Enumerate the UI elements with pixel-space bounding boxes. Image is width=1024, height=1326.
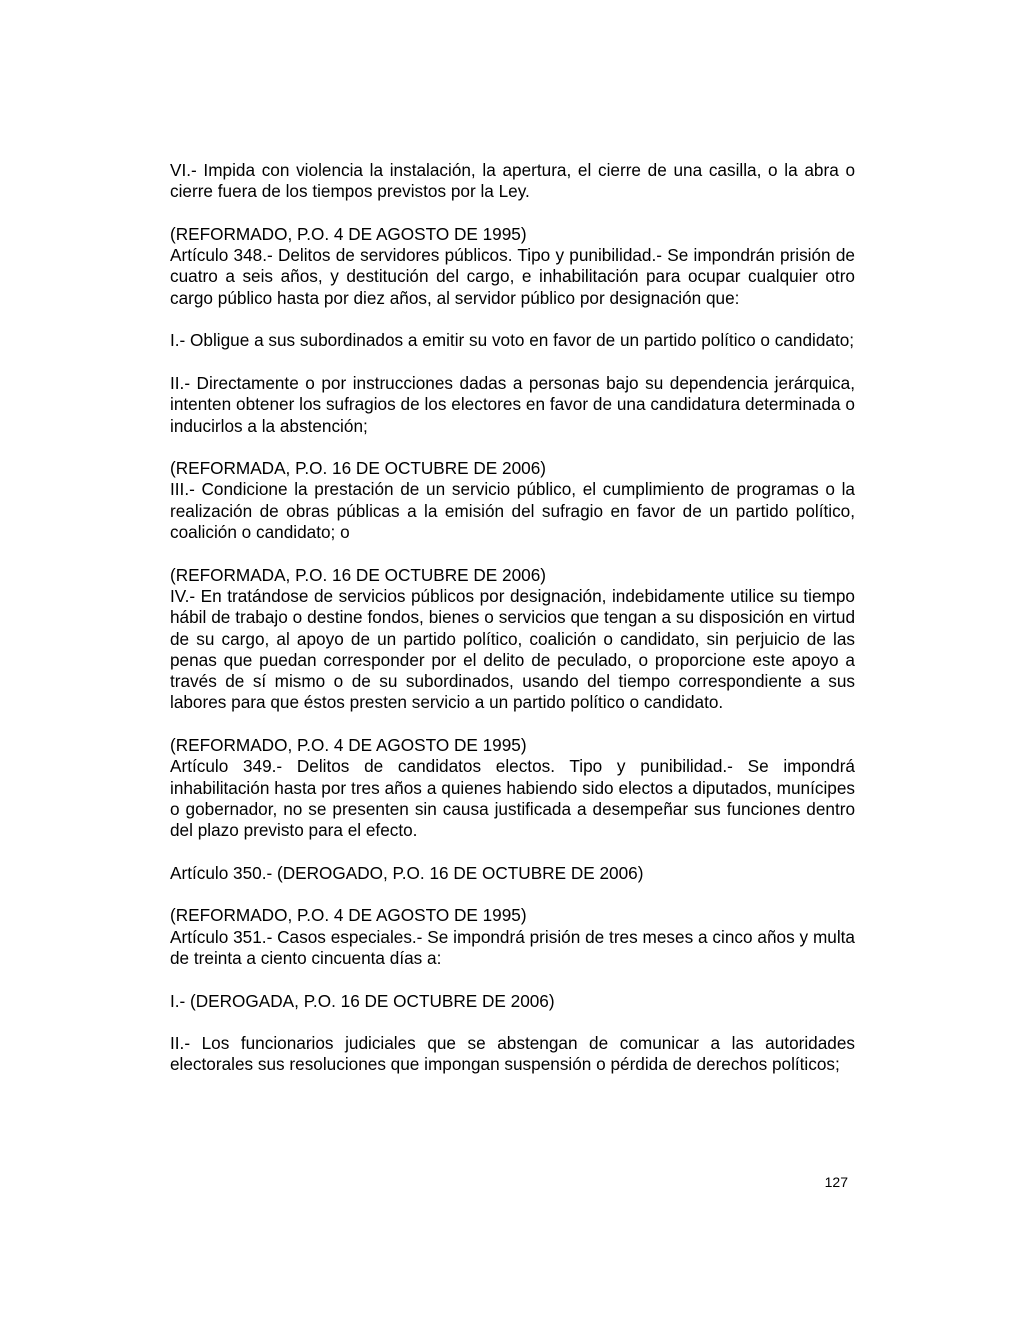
paragraph-articulo-351 xyxy=(170,905,855,969)
paragraph-351-fraccion-i xyxy=(170,991,855,1012)
reform-note: (REFORMADA, P.O. 16 DE OCTUBRE DE 2006) xyxy=(170,564,546,585)
reform-note: (REFORMADO, P.O. 4 DE AGOSTO DE 1995) xyxy=(170,905,527,926)
paragraph-text: Artículo 349.- Delitos de candidatos electos. Tipo y punibilidad.- Se impondrá inhabilitación hasta por tres años a quienes habiendo sido electos a diputados, munícipes o gobernador, no se presenten sin causa justificada a desempeñar sus funciones dentro del plazo previsto para el efecto. xyxy=(170,756,855,841)
reform-note: (REFORMADO, P.O. 4 DE AGOSTO DE 1995) xyxy=(170,223,527,244)
paragraph-text: II.- Directamente o por instrucciones dadas a personas bajo su dependencia jerárquica, intenten obtener los sufragios de los electores en favor de una candidatura determinada o inducirlos a la abstención; xyxy=(170,372,855,436)
paragraph-text: II.- Los funcionarios judiciales que se abstengan de comunicar a las autoridades electorales sus resoluciones que impongan suspensión o pérdida de derechos políticos; xyxy=(170,1033,855,1075)
paragraph-fraccion-vi xyxy=(170,160,855,203)
paragraph-text: III.- Condicione la prestación de un servicio público, el cumplimiento de programas o la realización de obras públicas a la emisión del sufragio en favor de un partido político, coalición o candidato; o xyxy=(170,479,855,543)
paragraph-fraccion-ii xyxy=(170,373,855,437)
paragraph-text: I.- Obligue a sus subordinados a emitir su voto en favor de un partido político o candidato; xyxy=(170,330,855,351)
paragraph-articulo-350 xyxy=(170,863,855,884)
paragraph-text: VI.- Impida con violencia la instalación, la apertura, el cierre de una casilla, o la abra o cierre fuera de los tiempos previstos por la Ley. xyxy=(170,160,855,202)
paragraph-fraccion-iv xyxy=(170,565,855,714)
paragraph-text: IV.- En tratándose de servicios públicos por designación, indebidamente utilice su tiempo hábil de trabajo o destine fondos, bienes o servicios que tengan a su disposición en virtud de su cargo, al apoyo de un partido político, coalición o candidato, sin perjuicio de las penas que puedan corresponder por el delito de peculado, o proporcione este apoyo a través de sí mismo o de su subordinados, usando del tiempo correspondiente a sus labores para que éstos presten servicio a un partido político o candidato. xyxy=(170,585,855,713)
paragraph-articulo-348 xyxy=(170,224,855,309)
paragraph-351-fraccion-ii xyxy=(170,1033,855,1076)
reform-note: (REFORMADO, P.O. 4 DE AGOSTO DE 1995) xyxy=(170,735,527,756)
paragraph-text: Artículo 348.- Delitos de servidores públicos. Tipo y punibilidad.- Se impondrán prisión de cuatro a seis años, y destitución del cargo, e inhabilitación para ocupar cualquier otro cargo público hasta por diez años, al servidor público por designación que: xyxy=(170,245,855,308)
document-body xyxy=(170,160,855,1076)
paragraph-text: Artículo 351.- Casos especiales.- Se impondrá prisión de tres meses a cinco años y multa de treinta a ciento cincuenta días a: xyxy=(170,926,855,968)
page-number: 127 xyxy=(824,1174,848,1190)
paragraph-text: Artículo 350.- (DEROGADO, P.O. 16 DE OCTUBRE DE 2006) xyxy=(170,862,644,883)
paragraph-fraccion-i xyxy=(170,330,855,351)
reform-note: (REFORMADA, P.O. 16 DE OCTUBRE DE 2006) xyxy=(170,458,546,479)
paragraph-text: I.- (DEROGADA, P.O. 16 DE OCTUBRE DE 2006) xyxy=(170,990,555,1011)
paragraph-fraccion-iii xyxy=(170,458,855,543)
paragraph-articulo-349 xyxy=(170,735,855,841)
